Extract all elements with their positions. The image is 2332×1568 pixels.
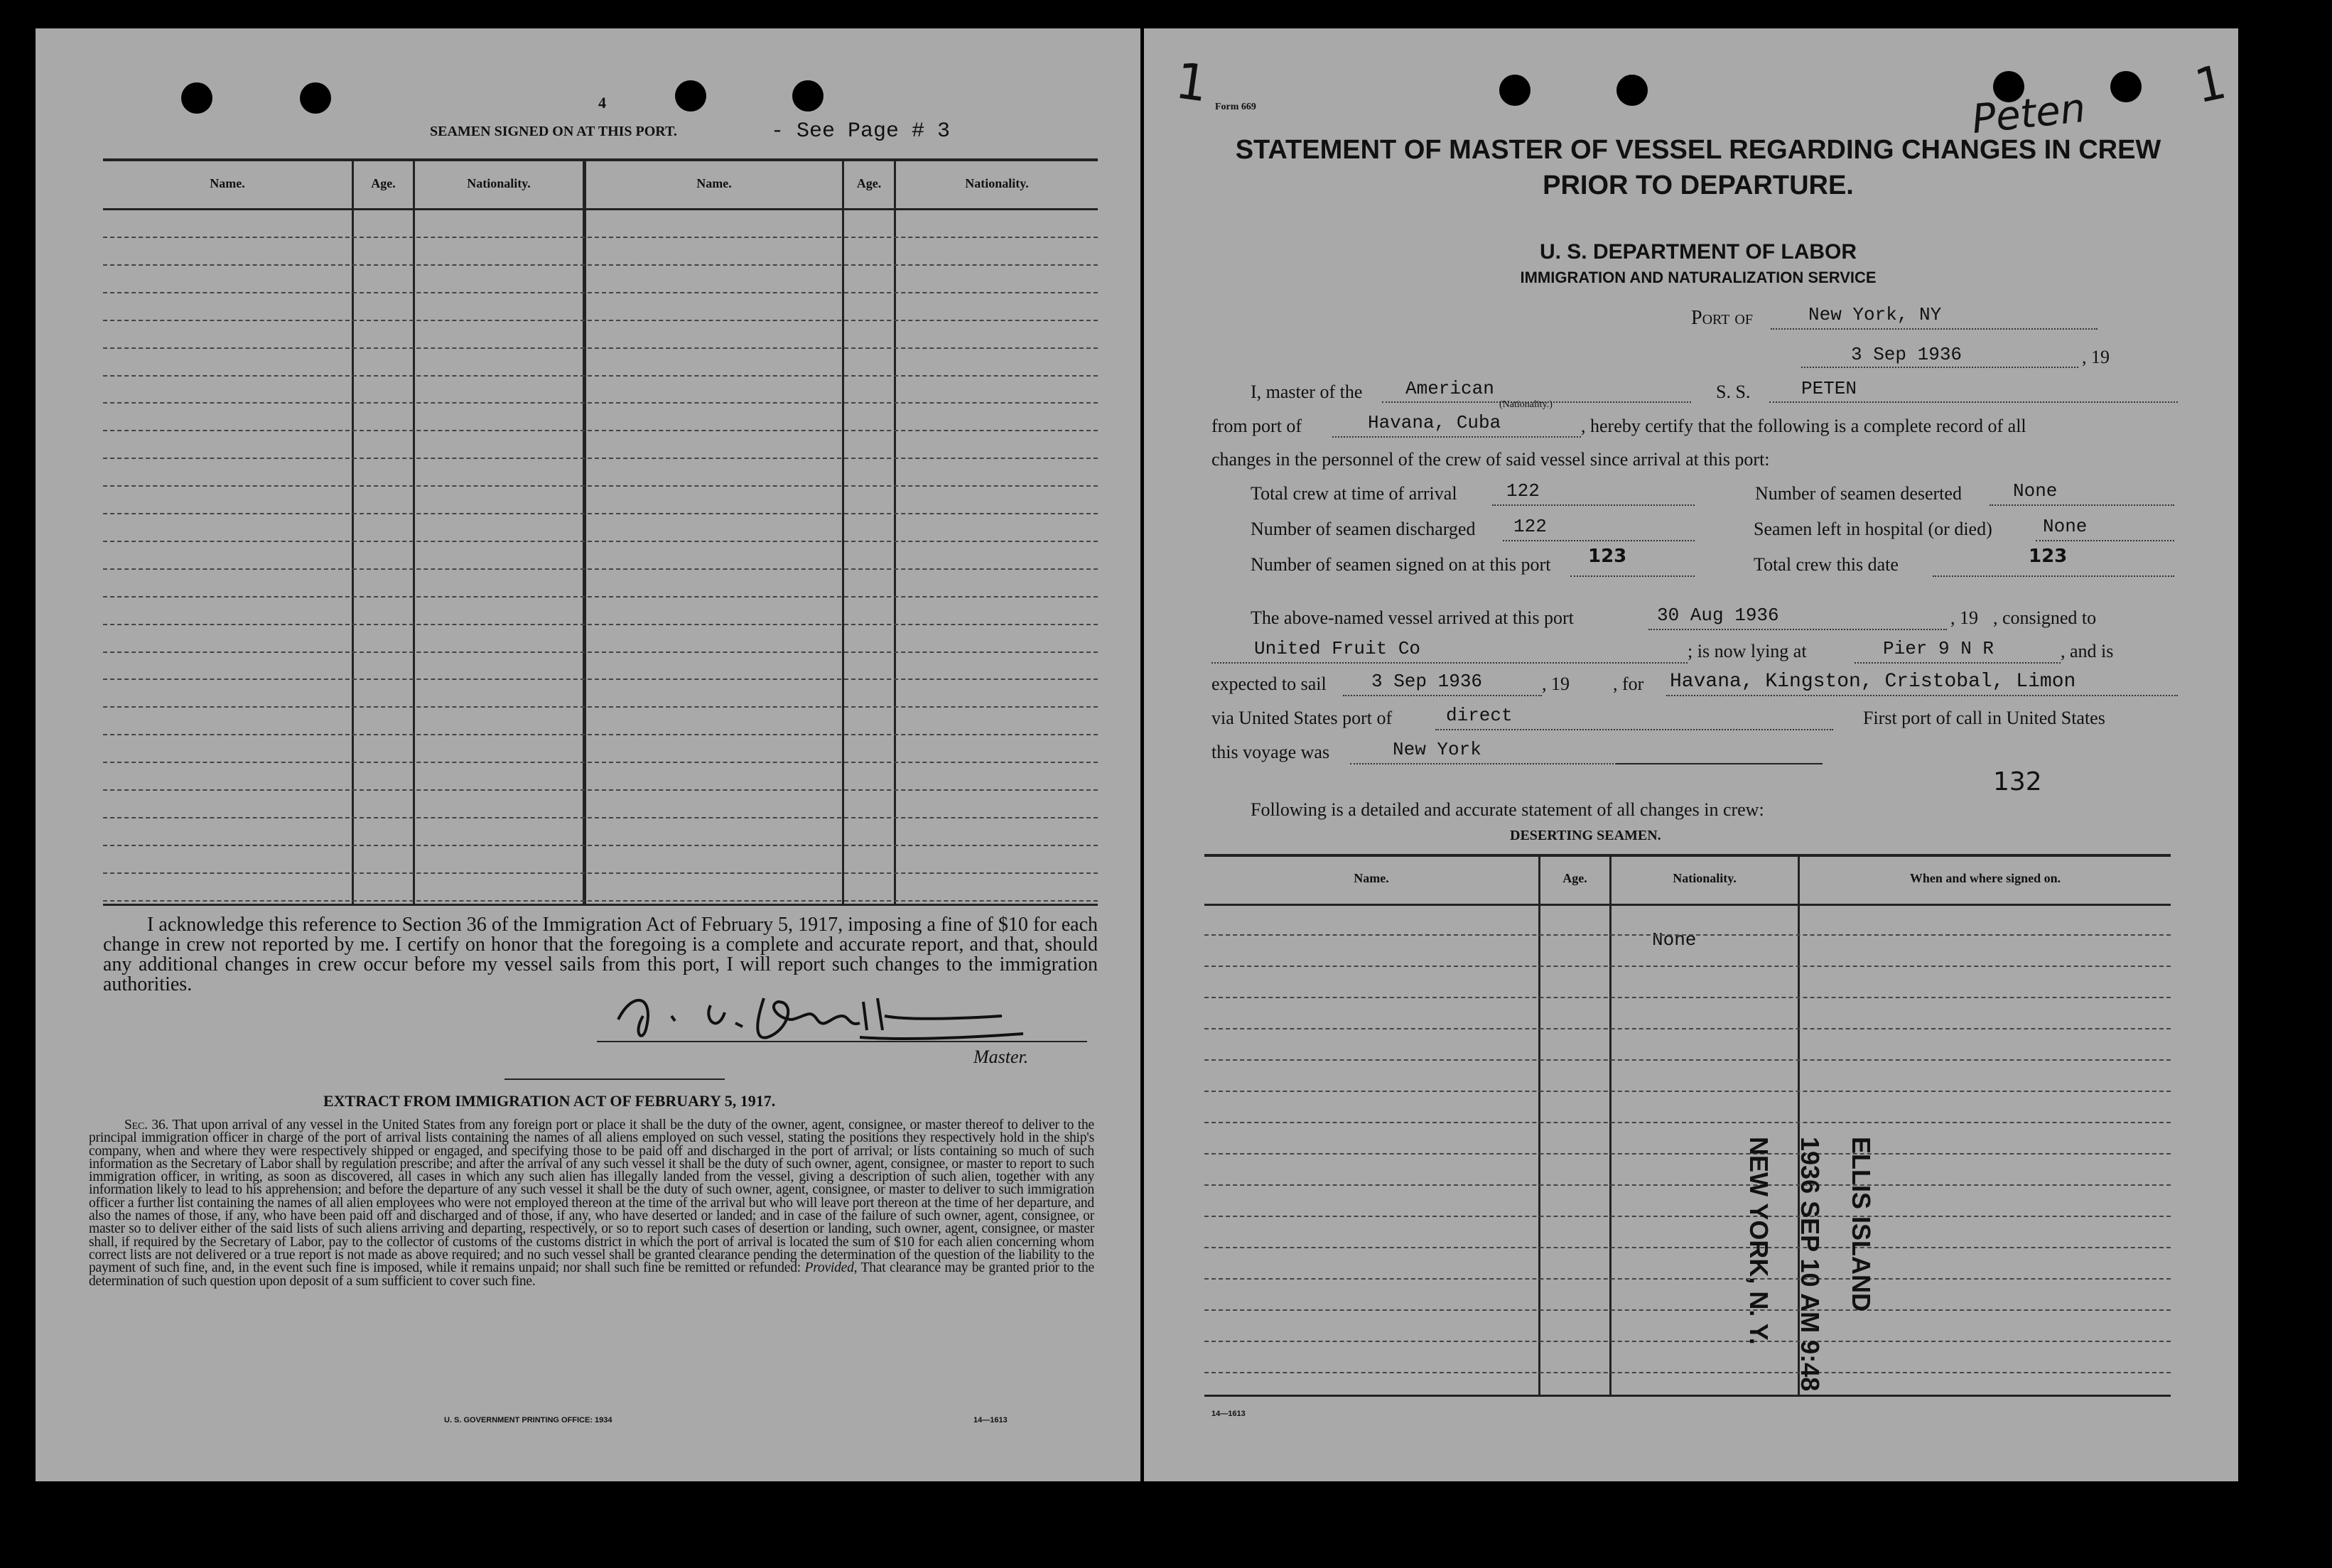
table-row-line: [1204, 1278, 2171, 1280]
this-voyage-label: this voyage was: [1211, 742, 1330, 762]
port-line: [1771, 328, 2098, 330]
line: [1503, 540, 1695, 541]
table-row-line: [1204, 1341, 2171, 1342]
table-row-line: [103, 900, 1098, 902]
arrived-suffix: , 19: [1950, 607, 1978, 628]
col-header-age: Age.: [1562, 871, 1587, 885]
col-header-when-where: When and where signed on.: [1909, 871, 2061, 885]
line: [1666, 695, 2178, 696]
certify-text: , hereby certify that the following is a complete record of all: [1581, 416, 2026, 436]
stamp-line: 1936 SEP 10 AM 9:48: [1796, 1137, 1825, 1392]
table-top-border: [1204, 854, 2171, 857]
from-port-line: [1332, 436, 1581, 438]
proviso-text: That clearance may be granted prior to the determination of such question upon deposit of a sum sufficient to cover such fine.: [89, 1260, 1094, 1289]
left-page: [36, 28, 1140, 1481]
first-port-label: First port of call in United States: [1863, 708, 2105, 728]
hospital-label: Seamen left in hospital (or died): [1754, 519, 1992, 539]
following-text: Following is a detailed and accurate statement of all changes in crew:: [1251, 799, 1764, 820]
line: [1435, 729, 1833, 730]
table-row-line: [103, 485, 1098, 487]
form-subtitle: PRIOR TO DEPARTURE.: [1543, 171, 1854, 200]
col-header-age: Age.: [856, 176, 882, 190]
line: [1211, 662, 1688, 664]
corner-mark: 1: [2190, 54, 2231, 114]
expected-label: expected to sail: [1211, 674, 1327, 694]
section-title: SEAMEN SIGNED ON AT THIS PORT.: [430, 124, 677, 139]
see-page-note: - See Page # 3: [771, 119, 951, 144]
column-divider: [894, 161, 896, 905]
port-label: Port of: [1691, 307, 1753, 329]
destination-value: Havana, Kingston, Cristobal, Limon: [1670, 671, 2076, 693]
table-header-border: [1204, 904, 2171, 906]
column-divider: [413, 161, 415, 905]
punch-hole: [792, 80, 824, 112]
via-label: via United States port of: [1211, 708, 1393, 728]
punch-hole: [1499, 75, 1531, 106]
service: IMMIGRATION AND NATURALIZATION SERVICE: [1520, 269, 1877, 286]
deserting-entry-nationality: None: [1652, 929, 1697, 951]
table-bottom-border: [103, 904, 1098, 906]
col-header-name: Name.: [1354, 871, 1389, 885]
col-header-nationality: Nationality.: [965, 176, 1029, 190]
total-crew-arrival-value: 122: [1506, 480, 1540, 502]
ship-line: [1769, 401, 2178, 403]
lying-value: Pier 9 N R: [1883, 638, 1994, 659]
table-row-line: [103, 678, 1098, 680]
line: [2036, 540, 2174, 541]
punch-hole: [1616, 75, 1648, 106]
stamp-line: ELLIS ISLAND: [1847, 1137, 1876, 1312]
from-port-value: Havana, Cuba: [1368, 412, 1501, 433]
table-header-border: [103, 208, 1098, 210]
table-row-line: [1204, 1372, 2171, 1373]
acknowledgment-text: I acknowledge this reference to Section 36 of the Immigration Act of February 5, 1917, imposing a fine of $10 for each change in crew not reported by me. I certify on honor that the foregoing is a complete and accurate report, and that, should any additional changes in crew occur before my vessel sails from this port, I will report such changes to the immigration authorities.: [103, 914, 1098, 995]
date-value: 3 Sep 1936: [1851, 344, 1963, 365]
table-row-line: [103, 596, 1098, 598]
signed-on-label: Number of seamen signed on at this port: [1251, 554, 1551, 575]
table-row-line: [103, 624, 1098, 625]
consignee-value: United Fruit Co: [1254, 638, 1421, 659]
table-row-line: [1204, 934, 2171, 936]
line: [1350, 763, 1616, 764]
ship-value: PETEN: [1801, 378, 1857, 399]
form-title: STATEMENT OF MASTER OF VESSEL REGARDING CHANGES IN CREW: [1235, 135, 2161, 165]
total-crew-date-label: Total crew this date: [1754, 554, 1899, 575]
col-header-name: Name.: [696, 176, 732, 190]
punch-hole: [300, 82, 331, 114]
department: U. S. DEPARTMENT OF LABOR: [1539, 240, 1857, 264]
section-label: Sec. 36.: [124, 1118, 169, 1132]
line: [1570, 575, 1695, 577]
table-row-line: [103, 541, 1098, 542]
table-row-line: [103, 264, 1098, 266]
ss-label: S. S.: [1716, 382, 1751, 402]
table-row-line: [1204, 1028, 2171, 1029]
and-is-label: , and is: [2061, 641, 2114, 661]
nationality-value: American: [1405, 378, 1494, 399]
table-row-line: [103, 706, 1098, 708]
expected-suffix: , 19: [1542, 674, 1570, 694]
deserting-title: DESERTING SEAMEN.: [1510, 828, 1661, 843]
handwritten-number: 132: [1993, 767, 2042, 796]
expected-value: 3 Sep 1936: [1371, 671, 1483, 692]
line: [1990, 504, 2174, 506]
master-of-label: I, master of the: [1251, 382, 1363, 402]
handwritten-ship: Peten: [1970, 85, 2088, 144]
column-divider: [583, 161, 586, 905]
signature-line: [597, 1041, 1087, 1042]
printing-office: U. S. GOVERNMENT PRINTING OFFICE: 1934: [444, 1416, 612, 1424]
for-label: , for: [1613, 674, 1644, 694]
line: [1648, 629, 1947, 630]
table-row-line: [103, 789, 1098, 791]
arrived-label: The above-named vessel arrived at this port: [1251, 607, 1574, 628]
this-voyage-value: New York: [1393, 739, 1481, 760]
lying-label: ; is now lying at: [1688, 641, 1807, 661]
line: [1933, 575, 2174, 577]
table-row-line: [1204, 1184, 2171, 1186]
master-label: Master.: [973, 1047, 1029, 1067]
table-row-line: [103, 375, 1098, 377]
column-divider: [352, 161, 354, 905]
signed-on-value: 123: [1588, 546, 1627, 567]
line: [1616, 763, 1823, 764]
year-suffix: , 19: [2082, 347, 2110, 367]
discharged-label: Number of seamen discharged: [1251, 519, 1476, 539]
arrived-value: 30 Aug 1936: [1657, 605, 1779, 626]
nationality-caption: (Nationality.): [1499, 399, 1553, 410]
table-row-line: [103, 458, 1098, 459]
form-number: Form 669: [1215, 102, 1256, 112]
table-row-line: [103, 568, 1098, 570]
punch-hole: [2110, 71, 2142, 102]
right-page: [1144, 28, 2238, 1481]
discharged-value: 122: [1513, 516, 1547, 537]
col-header-age: Age.: [371, 176, 396, 190]
table-row-line: [103, 402, 1098, 404]
line: [1855, 662, 2061, 664]
port-value: New York, NY: [1808, 304, 1942, 325]
punch-hole: [675, 80, 706, 112]
changes-text: changes in the personnel of the crew of said vessel since arrival at this port:: [1211, 449, 1770, 470]
table-row-line: [103, 817, 1098, 818]
table-row-line: [1204, 1153, 2171, 1155]
table-row-line: [1204, 1091, 2171, 1092]
master-signature: [604, 977, 1044, 1055]
extract-title: EXTRACT FROM IMMIGRATION ACT OF FEBRUARY 5, 1917.: [323, 1092, 776, 1110]
col-header-name: Name.: [210, 176, 245, 190]
deserted-value: None: [2013, 480, 2058, 502]
table-row-line: [103, 237, 1098, 238]
divider: [504, 1078, 725, 1080]
table-row-line: [1204, 966, 2171, 967]
table-row-line: [103, 872, 1098, 874]
page-mark: 1: [1172, 51, 1212, 114]
col-header-nationality: Nationality.: [467, 176, 531, 190]
via-value: direct: [1446, 705, 1513, 726]
line: [1343, 695, 1542, 696]
table-row-line: [1204, 1122, 2171, 1123]
stamp-line: NEW YORK, N. Y.: [1744, 1137, 1774, 1345]
table-row-line: [1204, 997, 2171, 998]
table-row-line: [1204, 1059, 2171, 1061]
punch-hole: [181, 82, 212, 114]
table-bottom-border: [1204, 1395, 2171, 1397]
date-line: [1801, 367, 2078, 368]
col-header-nationality: Nationality.: [1673, 871, 1737, 885]
total-crew-arrival-label: Total crew at time of arrival: [1251, 483, 1457, 504]
table-row-line: [103, 347, 1098, 349]
column-divider: [842, 161, 844, 905]
table-row-line: [103, 292, 1098, 293]
form-code: 14—1613: [973, 1416, 1008, 1424]
table-row-line: [103, 320, 1098, 321]
table-row-line: [103, 513, 1098, 514]
table-row-line: [1204, 1309, 2171, 1311]
page-number: 4: [598, 94, 606, 112]
statute-text: [89, 1119, 1094, 1288]
column-divider: [1538, 857, 1540, 1395]
table-row-line: [103, 430, 1098, 431]
proviso-label: Provided,: [804, 1260, 858, 1276]
line: [1492, 504, 1695, 506]
table-row-line: [1204, 1247, 2171, 1248]
deserted-label: Number of seamen deserted: [1755, 483, 1962, 504]
table-row-line: [103, 762, 1098, 763]
table-top-border: [103, 158, 1098, 161]
statute-body: That upon arrival of any vessel in the United States from any foreign port or place it shall be the duty of the owner, agent, consignee, or master thereof to deliver to the principal immigration officer in charge of the port of arrival lists containing the names of all aliens employed on such vessel, stating the positions they respectively hold in the ship's company, when and where they were respectively shipped or engaged, and specifying those to be paid off and discharged in the port of arrival; or lists containing so much of such information as the Secretary of Labor shall by regulation prescribe; and after the arrival of any such vessel it shall be the duty of such owner, agent, consignee, or master to report to such immigration officer, in writing, as soon as discovered, all cases in which any such alien has illegally landed from the vessel, giving a description of such alien, together with any information likely to lead to his apprehension; and before the departure of any such vessel it shall be the duty of such owner, agent, consignee, or master to deliver to such immigration officer a further list containing the names of all alien employees who were not employed thereon at the time of the arrival but who will leave port thereon at the time of her departure, and also the names of those, if any, who have been paid off and discharged and of those, if any, who have deserted or landed; and in case of the failure of such owner, agent, consignee, or master so to deliver either of the said lists of such aliens arriving and departing, respectively, or so to report such cases of desertion or landing, such owner, agent, consignee, or master shall, if required by the Secretary of Labor, pay to the collector of customs of the customs district in which the port of arrival is located the sum of $10 for each alien concerning whom correct lists are not delivered or a true report is not made as above required; and no such vessel shall be granted clearance pending the determination of the question of the liability to the payment of such fine, and, in the event such fine is imposed, while it remains unpaid; nor shall such fine be remitted or refunded:: [89, 1118, 1094, 1276]
from-port-label: from port of: [1211, 416, 1302, 436]
ellis-island-stamp: [1744, 1137, 1876, 1391]
table-row-line: [103, 734, 1098, 735]
column-divider: [1609, 857, 1612, 1395]
form-code: 14—1613: [1211, 1410, 1246, 1418]
total-crew-date-value: 123: [2029, 546, 2068, 567]
table-row-line: [103, 845, 1098, 846]
table-row-line: [103, 651, 1098, 653]
hospital-value: None: [2043, 516, 2088, 537]
table-row-line: [1204, 1216, 2171, 1217]
consigned-label: , consigned to: [1993, 607, 2097, 628]
